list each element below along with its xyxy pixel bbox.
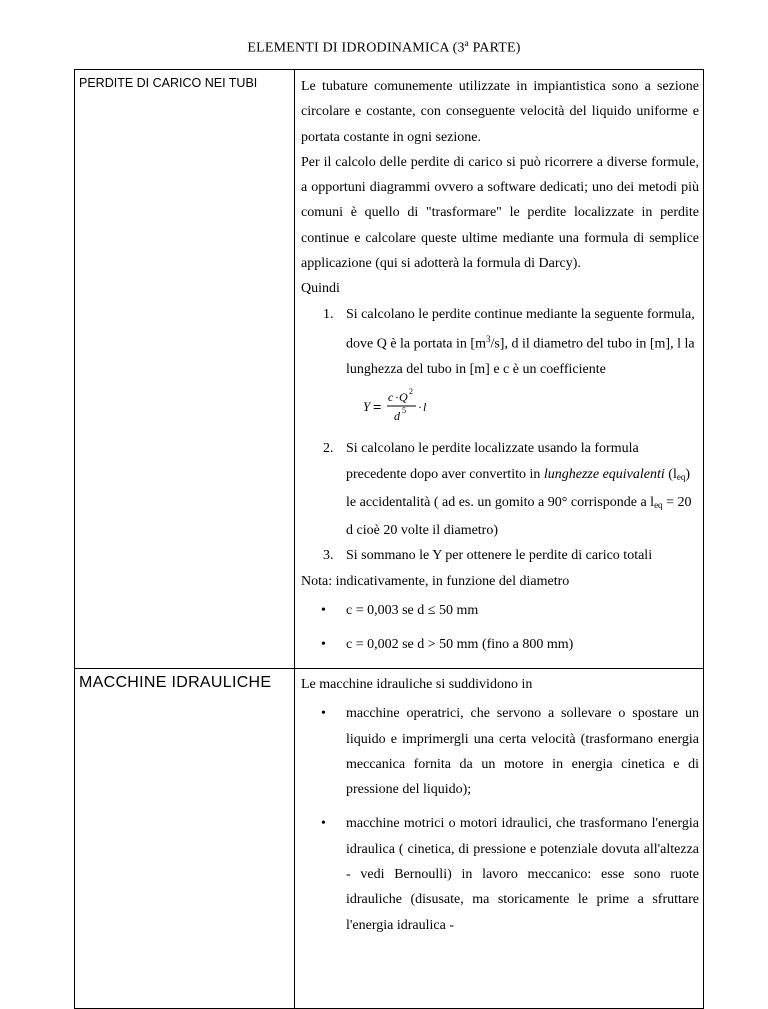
section-label-perdite: PERDITE DI CARICO NEI TUBI [79,76,258,90]
svg-text:2: 2 [409,387,413,397]
svg-text:d: d [394,409,400,424]
paragraph: Per il calcolo delle perdite di carico si può ricorrere a diverse formule, a opportuni diagrammi ovvero a software dedicati; uno dei metodi più comuni è quello di "trasformare" le perdite localizzate in perdite continue e calcolare queste ultime mediante una formula di semplice applicazione (qui si adotterà la formula di Darcy). [301,154,699,272]
svg-text:·: · [418,400,422,415]
paragraph: Quindi [301,281,340,297]
section-body-perdite [301,74,699,658]
section-label-macchine: MACCHINE IDRAULICHE [79,674,272,691]
list-item: • macchine operatrici, che servono a sollevare o spostare un liquido e imprimergli una certa velocità (trasformano energia meccanica fornita da un motore in energia cinetica e di pressione del liquido); [321,706,699,798]
paragraph: Le macchine idrauliche si suddividono in [301,677,533,692]
formula-graphic [363,384,483,432]
column-divider [294,70,295,1008]
list-item: 1. Si calcolano le perdite continue mediante la seguente formula, dove Q è la portata in $[m^3/s]$, d il diametro del tubo in [m], l la lunghezza del tubo in [m] e c è un coefficiente [323,306,695,377]
svg-text:=: = [373,400,382,417]
coefficient-list [301,598,699,658]
svg-text:c: c [388,390,394,405]
content-table [74,69,704,1009]
svg-text:l: l [423,400,427,415]
list-item: 2. Si calcolano le perdite localizzate usando la formula precedente dopo aver convertito in lunghezze equivalenti $(l_{eq})$ le accidentalità ( ad es. un gomito a 90° corrisponde a $l_{eq} = 20$ d cioè 20 volte il diametro) [323,441,692,539]
section-body-macchine [301,672,699,938]
darcy-formula [301,384,699,432]
svg-text:Q: Q [399,390,408,405]
row-divider [75,668,703,669]
list-item: • macchine motrici o motori idraulici, che trasformano l'energia idraulica ( cinetica, di pressione e potenziale dovuta all'altezza - vedi Bernoulli) in lavoro meccanico: esse sono ruote idrauliche (disusate, ma storicamente le prime a sfruttare l'energia idraulica - [321,816,699,933]
list-item: • c = 0,002 se d > 50 mm (fino a 800 mm) [321,637,574,653]
note: Nota: indicativamente, in funzione del diametro [301,573,570,589]
list-item: • c = 0,003 se d ≤ 50 mm [321,603,479,618]
page-header: ELEMENTI DI IDRODINAMICA (3$^a$ PARTE) [247,38,521,56]
paragraph: Le tubature comunemente utilizzate in impiantistica sono a sezione circolare e costante, con conseguente velocità del liquido uniforme e portata costante in ogni sezione. [301,79,699,145]
svg-text:5: 5 [402,406,406,416]
svg-text:·: · [395,390,399,405]
machine-types-list [301,701,699,938]
list-item: 3. Si sommano le Y per ottenere le perdite di carico totali [323,548,653,564]
svg-text:Y: Y [363,399,371,415]
steps-list [301,302,699,569]
